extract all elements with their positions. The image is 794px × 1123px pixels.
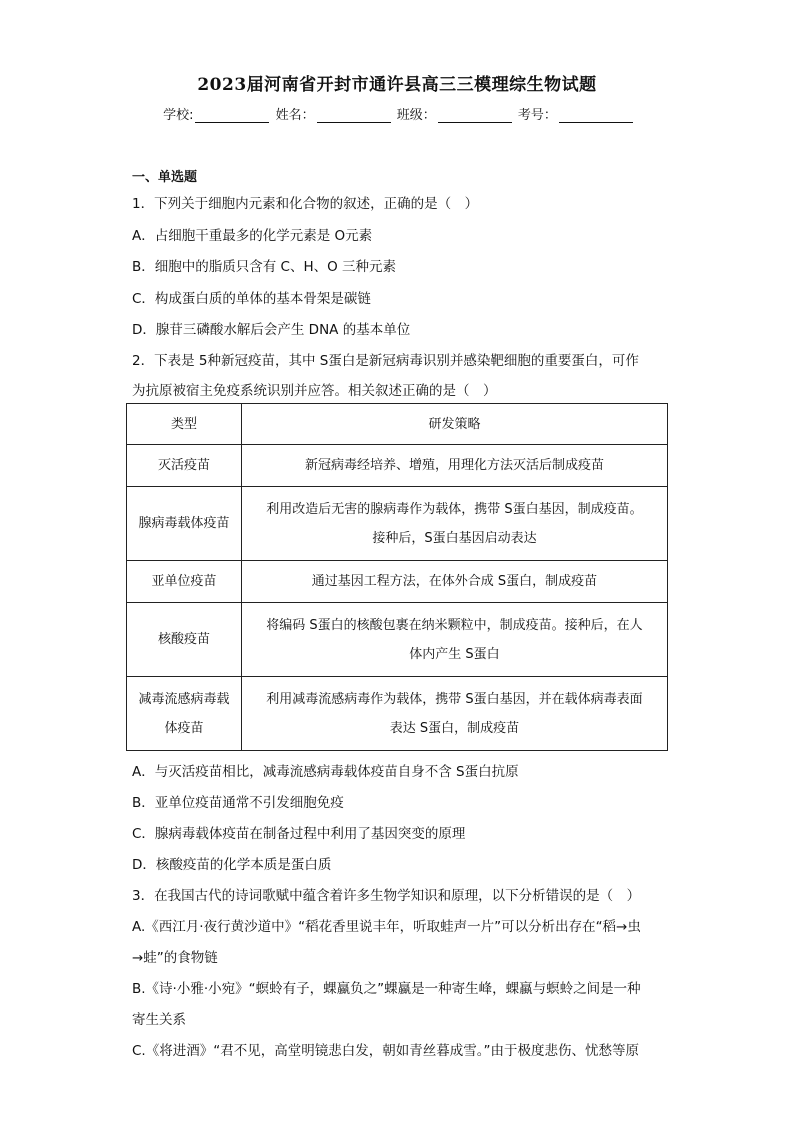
- table-cell-strategy: 利用减毒流感病毒作为载体，携带 S蛋白基因，并在载体病毒表面 表达 S蛋白，制成疫苗: [242, 677, 668, 751]
- table-row: [127, 677, 668, 751]
- table-cell-type: 灭活疫苗: [127, 445, 242, 487]
- vaccine-table: [126, 403, 668, 751]
- class-label: 班级：: [396, 108, 436, 123]
- table-header-type: 类型: [127, 404, 242, 445]
- table-cell-strategy: 利用改造后无害的腺病毒作为载体，携带 S蛋白基因，制成疫苗。 接种后，S蛋白基因启动表达: [242, 487, 668, 561]
- question-2-option-c: C．腺病毒载体疫苗在制备过程中利用了基因突变的原理: [132, 826, 466, 842]
- question-1-stem: 1．下列关于细胞内元素和化合物的叙述，正确的是（ ）: [132, 196, 479, 212]
- table-cell-type: 亚单位疫苗: [127, 561, 242, 603]
- question-3-option-c-line-1: C.《将进酒》“君不见，高堂明镜悲白发，朝如青丝暮成雪。”由于极度悲伤、忧愁等原: [132, 1043, 639, 1059]
- question-2-option-b: B．亚单位疫苗通常不引发细胞免疫: [132, 795, 344, 811]
- table-row: [127, 445, 668, 487]
- exam-number-field[interactable]: [559, 109, 633, 123]
- table-cell-strategy: 通过基因工程方法，在体外合成 S蛋白，制成疫苗: [242, 561, 668, 603]
- question-2-stem-line-1: 2．下表是 5种新冠疫苗，其中 S蛋白是新冠病毒识别并感染靶细胞的重要蛋白，可作: [132, 353, 639, 369]
- student-info-line: [0, 104, 794, 123]
- section-title: 一、单选题: [132, 170, 198, 185]
- name-label: 姓名：: [275, 108, 315, 123]
- table-row: [127, 561, 668, 603]
- table-cell-type: 腺病毒载体疫苗: [127, 487, 242, 561]
- school-label: 学校:: [163, 108, 194, 123]
- question-3-option-b-line-2: 寄生关系: [132, 1012, 186, 1028]
- question-3-stem: 3．在我国古代的诗词歌赋中蕴含着许多生物学知识和原理，以下分析错误的是（ ）: [132, 888, 641, 904]
- table-cell-strategy: 将编码 S蛋白的核酸包裹在纳米颗粒中，制成疫苗。接种后，在人 体内产生 S蛋白: [242, 603, 668, 677]
- table-header-row: [127, 404, 668, 445]
- question-3-option-a-line-2: →蛙”的食物链: [132, 950, 218, 966]
- question-2-stem-line-2: 为抗原被宿主免疫系统识别并应答。相关叙述正确的是（ ）: [132, 383, 497, 399]
- question-2-option-d: D．核酸疫苗的化学本质是蛋白质: [132, 857, 332, 873]
- question-1-option-b: B．细胞中的脂质只含有 C、H、O 三种元素: [132, 259, 397, 275]
- exam-title: 2023届河南省开封市通许县高三三模理综生物试题: [197, 75, 597, 95]
- question-3-option-b-line-1: B.《诗·小雅·小宛》“螟蛉有子，蜾蠃负之”蜾蠃是一种寄生峰，蜾蠃与螟蛉之间是一种: [132, 981, 641, 997]
- exam-number-label: 考号：: [517, 108, 557, 123]
- question-1-option-a: A．占细胞干重最多的化学元素是 O元素: [132, 228, 373, 244]
- question-2-option-a: A．与灭活疫苗相比，减毒流感病毒载体疫苗自身不含 S蛋白抗原: [132, 764, 519, 780]
- table-header-strategy: 研发策略: [242, 404, 668, 445]
- question-1-option-c: C．构成蛋白质的单体的基本骨架是碳链: [132, 291, 371, 307]
- question-3-option-a-line-1: A.《西江月·夜行黄沙道中》“稻花香里说丰年，听取蛙声一片”可以分析出存在“稻→虫: [132, 919, 641, 935]
- table-row: [127, 603, 668, 677]
- table-cell-type: 核酸疫苗: [127, 603, 242, 677]
- name-field[interactable]: [317, 109, 391, 123]
- question-1-option-d: D．腺苷三磷酸水解后会产生 DNA 的基本单位: [132, 322, 411, 338]
- table-cell-strategy: 新冠病毒经培养、增殖，用理化方法灭活后制成疫苗: [242, 445, 668, 487]
- table-row: [127, 487, 668, 561]
- class-field[interactable]: [438, 109, 512, 123]
- school-field[interactable]: [195, 109, 269, 123]
- table-cell-type: 减毒流感病毒载体疫苗: [127, 677, 242, 751]
